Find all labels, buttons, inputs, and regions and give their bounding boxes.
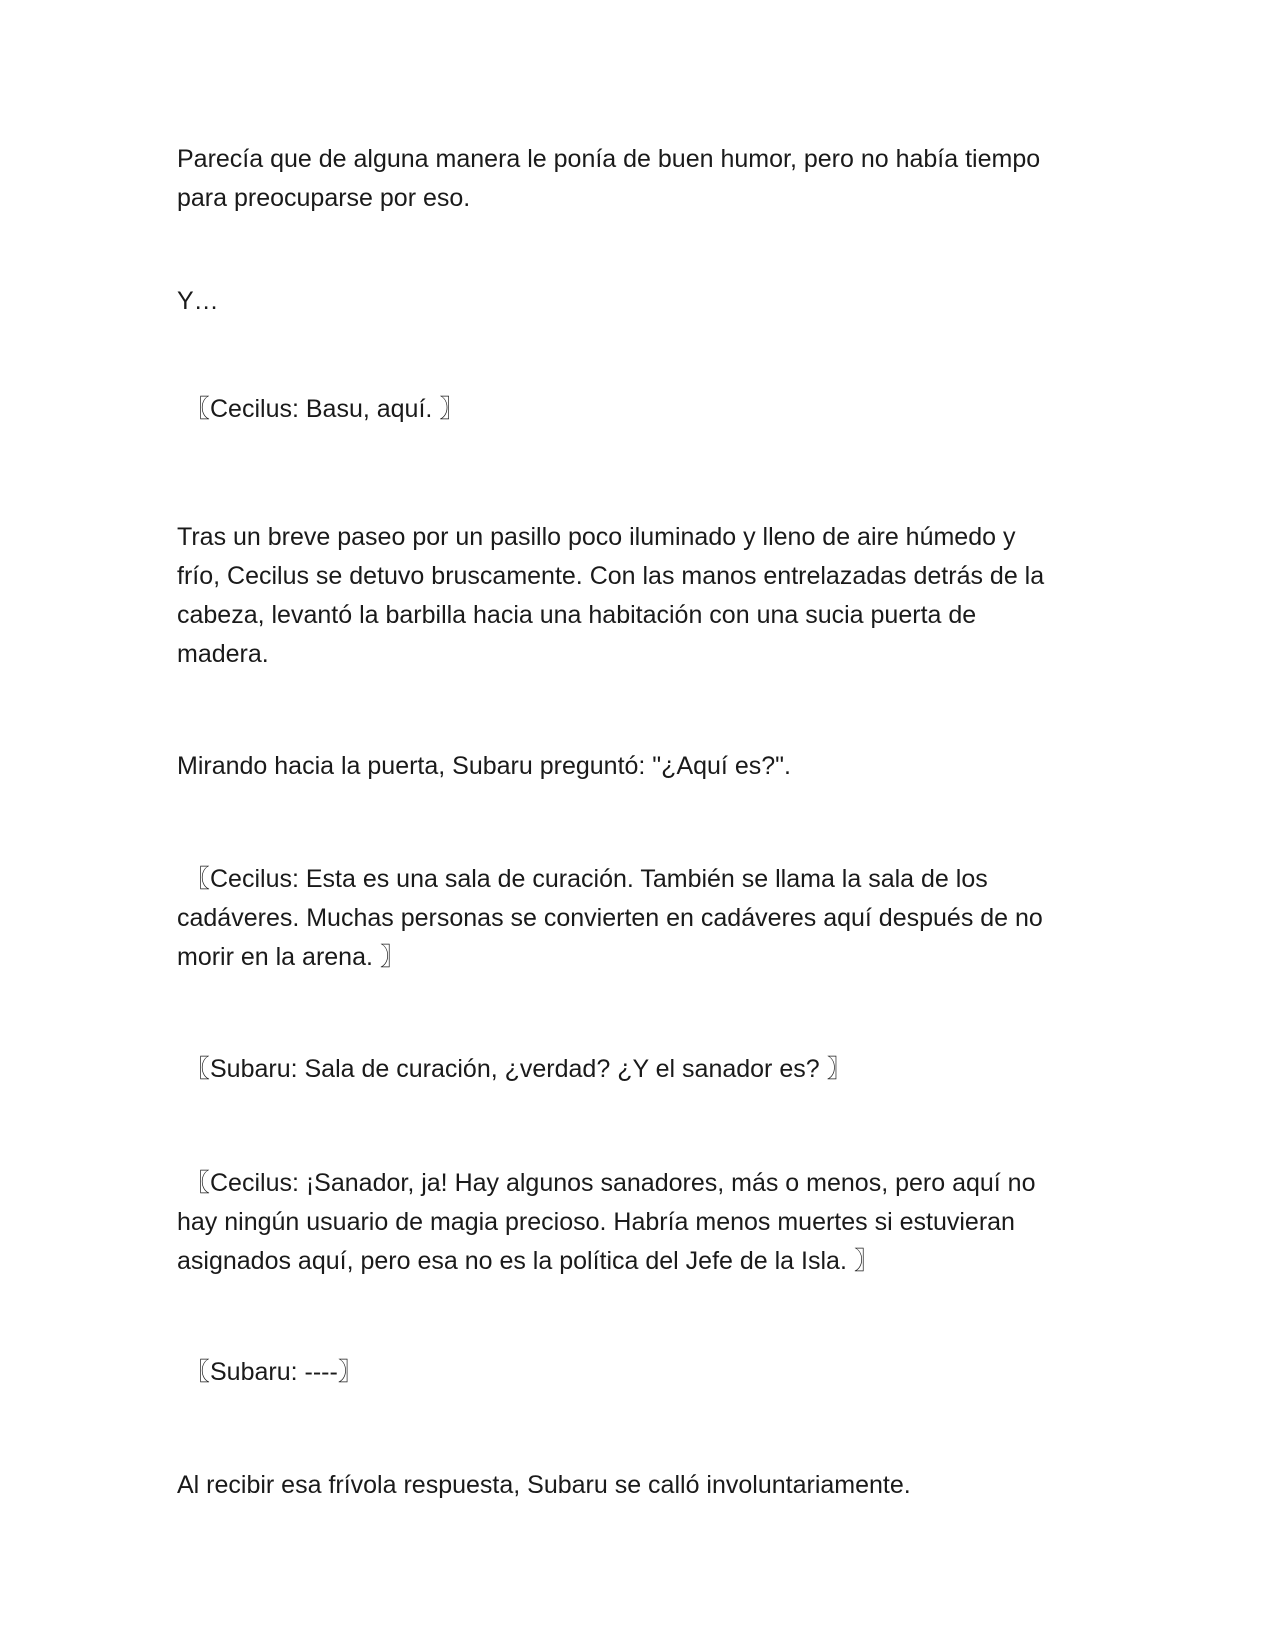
dialogue-cecilus-3 — [177, 1164, 1125, 1281]
text-line: asignados aquí, pero esa no es la política del Jefe de la Isla. 〗 — [177, 1247, 879, 1275]
text-line: Mirando hacia la puerta, Subaru preguntó: "¿Aquí es?". — [177, 752, 791, 780]
paragraph-10 — [177, 1466, 1117, 1505]
text-line: para preocuparse por eso. — [177, 184, 471, 212]
dialogue-subaru-1 — [185, 1050, 1125, 1089]
text-line: 〖Cecilus: Basu, aquí. 〗 — [185, 395, 465, 423]
text-line: 〖Cecilus: ¡Sanador, ja! Hay algunos sanadores, más o menos, pero aquí no — [185, 1169, 1036, 1197]
text-line: frío, Cecilus se detuvo bruscamente. Con las manos entrelazadas detrás de la — [177, 562, 1045, 590]
paragraph-1 — [177, 140, 1117, 218]
text-line: hay ningún usuario de magia precioso. Habría menos muertes si estuvieran — [177, 1208, 1015, 1236]
text-line: madera. — [177, 640, 269, 668]
text-line: 〖Subaru: ----〗 — [185, 1358, 363, 1386]
dialogue-subaru-2 — [185, 1353, 1125, 1392]
dialogue-cecilus-1 — [185, 390, 1125, 429]
text-line: Al recibir esa frívola respuesta, Subaru se calló involuntariamente. — [177, 1471, 911, 1499]
text-line: cadáveres. Muchas personas se convierten en cadáveres aquí después de no — [177, 904, 1043, 932]
text-line: cabeza, levantó la barbilla hacia una habitación con una sucia puerta de — [177, 601, 977, 629]
text-line: Y… — [177, 287, 219, 315]
text-line: Tras un breve paseo por un pasillo poco iluminado y lleno de aire húmedo y — [177, 523, 1016, 551]
text-line: 〖Subaru: Sala de curación, ¿verdad? ¿Y el sanador es? 〗 — [185, 1055, 852, 1083]
paragraph-2 — [177, 282, 1117, 321]
text-line: Parecía que de alguna manera le ponía de buen humor, pero no había tiempo — [177, 145, 1041, 173]
text-line: 〖Cecilus: Esta es una sala de curación. También se llama la sala de los — [185, 865, 988, 893]
text-line: morir en la arena. 〗 — [177, 943, 405, 971]
paragraph-5 — [177, 747, 1117, 786]
paragraph-4 — [177, 518, 1117, 674]
dialogue-cecilus-2 — [177, 860, 1125, 977]
